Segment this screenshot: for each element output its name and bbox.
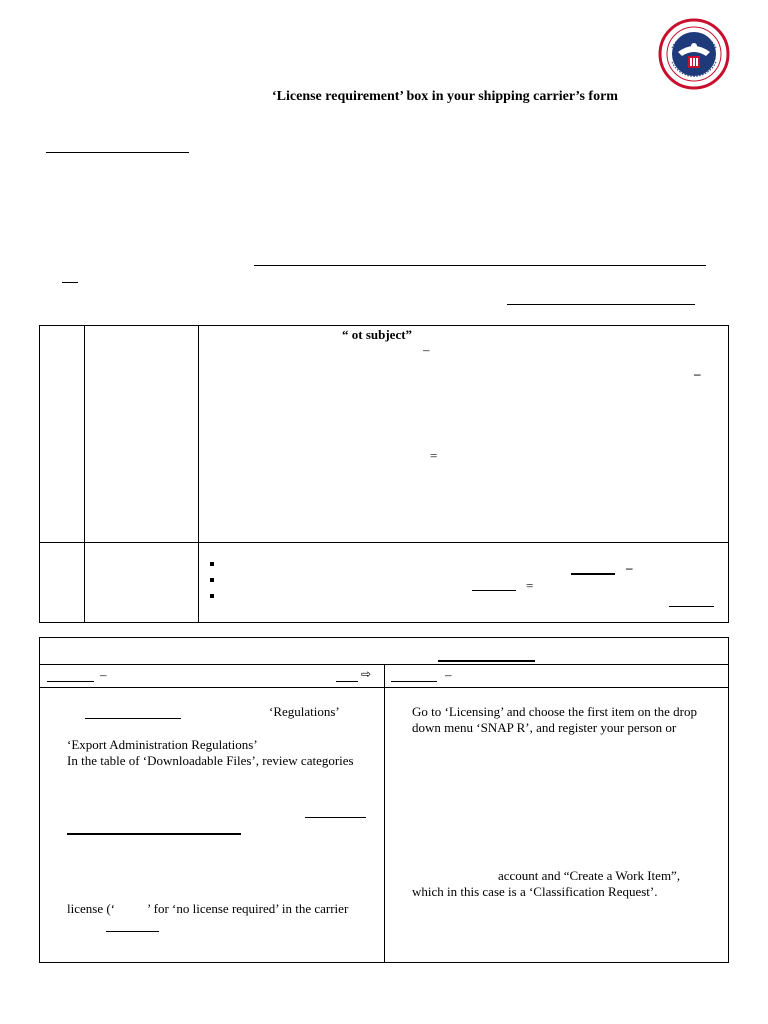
equals-mark: = — [430, 448, 438, 463]
page-title: ‘License requirement’ box in your shipping carrier’s form — [272, 89, 618, 104]
bullet-icon — [210, 578, 214, 582]
underline-fragment — [67, 833, 241, 835]
underline-fragment — [438, 660, 535, 662]
ear-text: ‘Export Administration Regulations’ — [67, 737, 258, 752]
dash-mark: – — [694, 366, 701, 381]
no-license-required-text: ’ for ‘no license required’ in the carrier — [147, 901, 349, 916]
arrow-right-icon: ⇨ — [361, 667, 372, 681]
underline-fragment — [46, 152, 189, 153]
underline-fragment — [336, 681, 358, 682]
underline-fragment — [62, 282, 78, 283]
downloadable-files-text: In the table of ‘Downloadable Files’, review categories — [67, 753, 354, 768]
not-subject-label: “ ot subject” — [342, 327, 413, 342]
bullet-icon — [210, 594, 214, 598]
underline-fragment — [391, 681, 437, 682]
department-of-commerce-seal-icon — [658, 18, 730, 90]
column-header-dash: – — [100, 667, 107, 682]
snapr-instructions-text: down menu ‘SNAP R’, and register your person or — [412, 720, 677, 735]
underline-fragment — [47, 681, 94, 682]
work-item-text: account and “Create a Work Item”, — [498, 868, 681, 883]
license-text: license (‘ — [67, 901, 116, 916]
column-header-dash: – — [445, 667, 452, 682]
bullet-icon — [210, 562, 214, 566]
underline-fragment — [106, 931, 159, 932]
licensing-instructions-text: Go to ‘Licensing’ and choose the first item on the drop — [412, 704, 697, 719]
underline-fragment — [669, 606, 714, 607]
underline-fragment — [571, 573, 615, 575]
classification-request-text: which in this case is a ‘Classification Request’. — [412, 884, 658, 899]
underline-fragment — [472, 590, 516, 591]
underline-fragment — [254, 265, 706, 266]
table-divider — [198, 326, 199, 622]
table-divider — [84, 326, 85, 622]
regulations-text: ‘Regulations’ — [269, 704, 340, 719]
underline-fragment — [305, 817, 366, 818]
equals-mark: = — [526, 578, 534, 593]
dash-mark: – — [423, 342, 430, 357]
underline-fragment — [85, 718, 181, 719]
table-divider — [40, 542, 728, 543]
dash-mark: – — [626, 560, 633, 575]
table-divider — [384, 664, 385, 962]
underline-fragment — [507, 304, 695, 305]
license-requirement-table — [39, 325, 729, 623]
how-to-table — [39, 637, 729, 963]
